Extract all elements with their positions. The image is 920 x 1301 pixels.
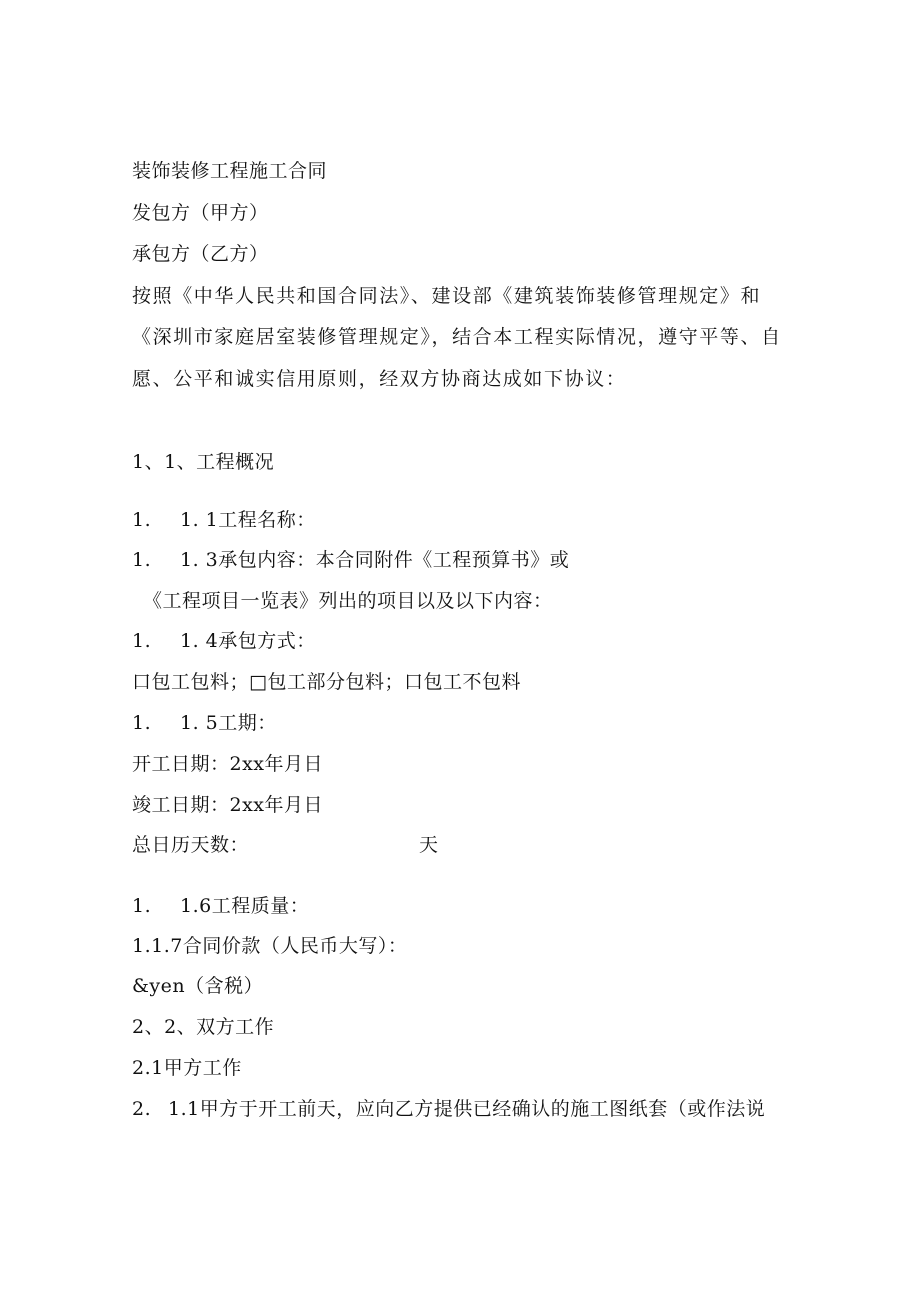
item-1-4-text: 1. 4承包方式： [180,630,316,652]
item-1-5-text: 1. 5工期： [180,712,277,734]
item-1-1-text: 1. 1工程名称： [180,509,316,531]
item-1-5-number: 1. [132,712,152,734]
price-line: &yen（含税） [132,975,264,997]
item-1-4-number: 1. [132,630,152,652]
item-1-1-number: 1. [132,509,152,531]
section-2-heading: 2、2、双方工作 [132,1016,275,1038]
item-1-4 [132,628,316,654]
item-1-6 [132,893,309,919]
preamble-line-3: 愿、公平和诚实信用原则，经双方协商达成如下协议： [132,368,627,390]
party-b-label: 承包方（乙方） [132,243,269,265]
item-1-7: 1.1.7合同价款（人民币大写）： [132,935,408,957]
item-2-1-1-text: 1.1甲方于开工前天，应向乙方提供已经确认的施工图纸套（或作法说 [168,1098,766,1120]
item-1-3-number: 1. [132,549,152,571]
item-1-6-text: 1.6工程质量： [180,895,310,917]
section-1-heading: 1、1、工程概况 [132,451,275,473]
item-1-3-text: 1. 3承包内容：本合同附件《工程预算书》或 [180,549,570,571]
total-days [132,832,439,858]
start-date: 开工日期：2xx年月日 [132,753,324,775]
section-2-1-heading: 2.1甲方工作 [132,1057,242,1079]
total-days-unit: 天 [419,834,439,856]
end-date: 竣工日期：2xx年月日 [132,794,324,816]
item-1-3 [132,547,569,573]
item-1-1 [132,507,316,533]
preamble-line-2: 《深圳市家庭居室装修管理规定》，结合本工程实际情况，遵守平等、自 [132,326,782,348]
total-days-label: 总日历天数： [132,834,250,856]
item-2-1-1-number: 2. [132,1098,152,1120]
item-1-3-continuation: 《工程项目一览表》列出的项目以及以下内容： [143,590,553,612]
contract-options: 口包工包料；□包工部分包料；口包工不包料 [132,671,521,693]
party-a-label: 发包方（甲方） [132,202,269,224]
item-2-1-1 [132,1096,765,1122]
document-title: 装饰装修工程施工合同 [132,160,328,182]
item-1-6-number: 1. [132,895,152,917]
item-1-5 [132,710,277,736]
preamble-line-1: 按照《中华人民共和国合同法》、建设部《建筑装饰装修管理规定》和 [132,285,762,307]
